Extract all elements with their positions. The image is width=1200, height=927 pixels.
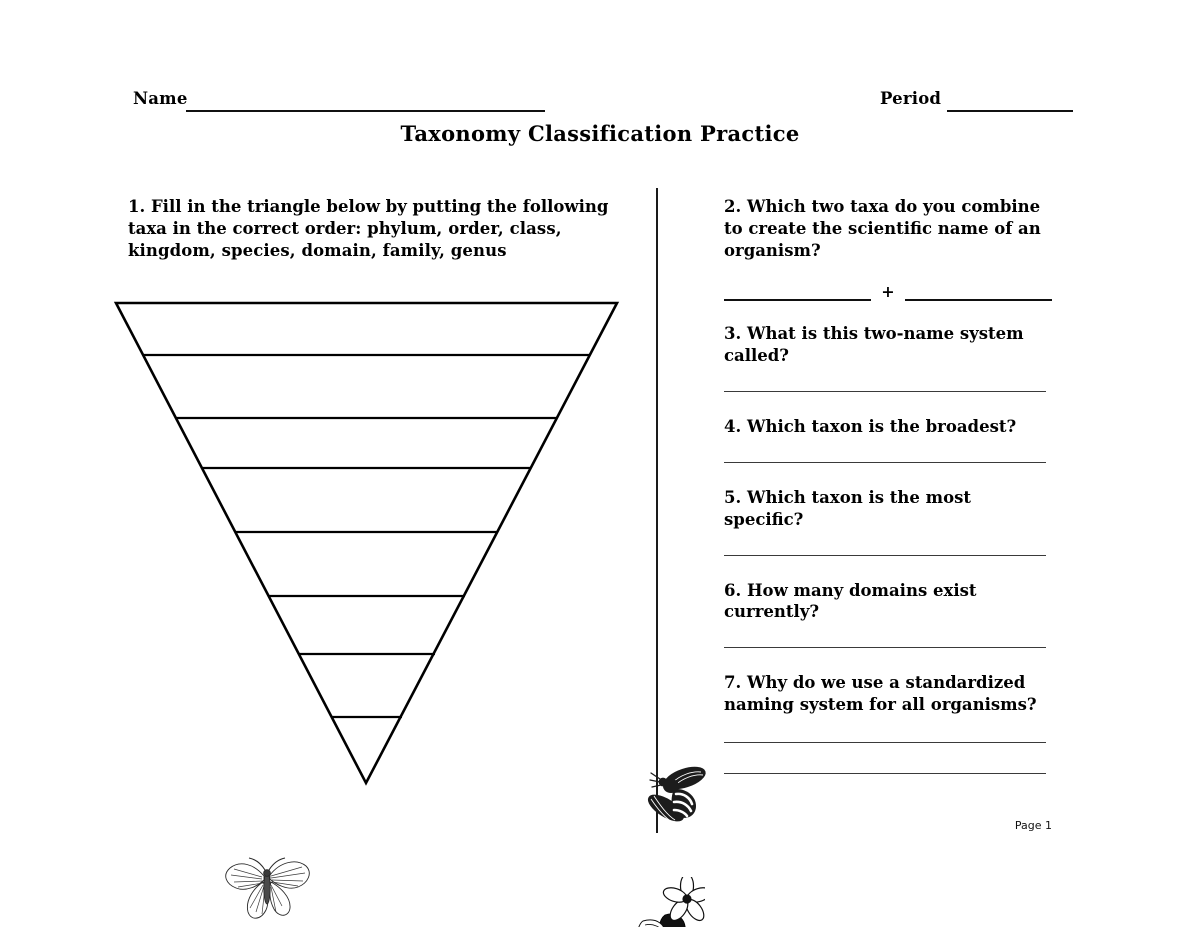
question-2-answer-row	[724, 281, 1052, 301]
taxonomy-triangle[interactable]	[100, 285, 640, 800]
flower-icon	[537, 877, 705, 927]
question-6-block	[724, 580, 1052, 673]
question-6-text: 6. How many domains exist currently?	[724, 580, 977, 622]
period-blank-line[interactable]	[947, 110, 1073, 112]
question-2-block	[724, 196, 1052, 323]
column-divider	[656, 188, 658, 833]
question-2-blank-1[interactable]	[724, 299, 871, 301]
question-7-block	[724, 672, 1052, 774]
question-3-block	[724, 323, 1052, 416]
questions-column	[724, 196, 1052, 774]
question-5-block	[724, 487, 1052, 580]
question-4-text: 4. Which taxon is the broadest?	[724, 416, 1017, 436]
name-label: Name	[133, 89, 188, 108]
question-3-text: 3. What is this two-name system called?	[724, 323, 1024, 365]
page-number: Page 1	[1014, 819, 1052, 832]
question-7-answer-line-2[interactable]	[724, 773, 1046, 774]
question-5-text: 5. Which taxon is the most specific?	[724, 487, 971, 529]
question-2-text: 2. Which two taxa do you combine to create the scientific name of an organism?	[724, 197, 1041, 260]
question-7-text: 7. Why do we use a standardized naming system for all organisms?	[724, 673, 1037, 715]
page-title: Taxonomy Classification Practice	[400, 121, 800, 146]
plus-sign: +	[881, 281, 895, 301]
taxonomy-triangle-area	[100, 285, 640, 800]
butterfly-icon	[218, 842, 314, 927]
question-1-taxa-list: phylum, order, class, kingdom, species, domain, family, genus	[128, 218, 562, 260]
period-label: Period	[880, 89, 942, 108]
question-1-lead: 1. Fill in the triangle below by putting the following taxa in the correct order:	[128, 197, 609, 238]
question-1-text	[128, 196, 628, 262]
question-4-block	[724, 416, 1052, 487]
triangle-outline	[116, 303, 617, 783]
name-blank-line[interactable]	[186, 110, 545, 112]
question-2-blank-2[interactable]	[905, 299, 1052, 301]
